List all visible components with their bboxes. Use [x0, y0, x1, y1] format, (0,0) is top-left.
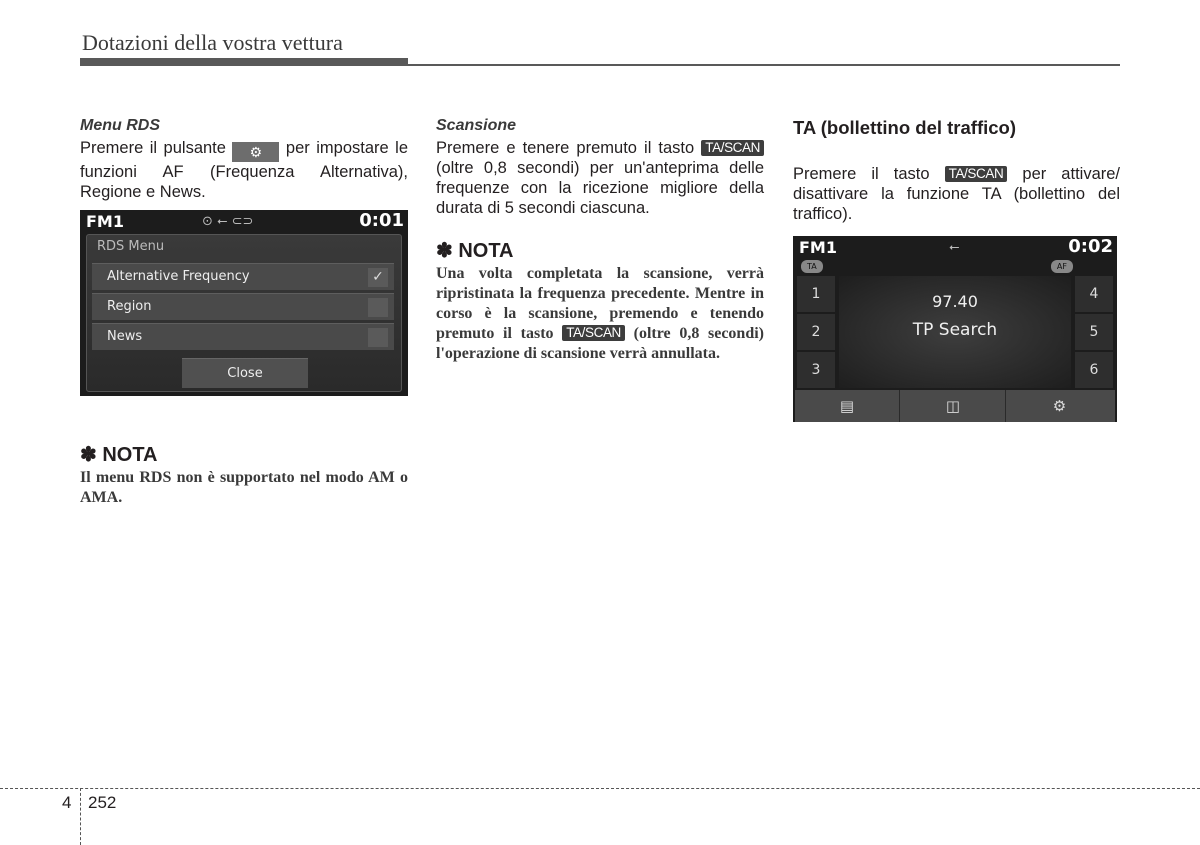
usb-icon: ⭠: [949, 240, 960, 255]
checkbox-icon[interactable]: [368, 298, 388, 317]
scan-paragraph: [436, 138, 764, 218]
nota-text-start: Una volta completata la scansione, verrà ripristinata la frequenza precedente. Mentre in corso è la scansione, premendo e tenendo premuto il tasto: [436, 265, 764, 342]
settings-gear-icon: ⚙: [232, 142, 279, 162]
af-indicator: AF: [1051, 260, 1073, 273]
radio-scan-icon[interactable]: ◫: [901, 390, 1006, 422]
ta-radio-screen: [793, 236, 1117, 422]
heading-ta: TA (bollettino del traffico): [793, 117, 1017, 138]
menu-item-label: Alternative Frequency: [107, 269, 250, 284]
ta-paragraph-start: Premere il tasto: [793, 165, 930, 183]
ta-paragraph-end: per attivare/ disattivare la funzione TA (bollettino del traffico).: [793, 165, 1120, 223]
tp-search-status: TP Search: [912, 320, 998, 340]
chapter-number: 4: [62, 793, 72, 812]
bottom-button-bar: [795, 390, 1115, 422]
ta-indicator: TA: [801, 260, 823, 273]
band-label: FM1: [799, 238, 837, 257]
header-rule-thick: [80, 58, 408, 66]
preset-button-3[interactable]: 3: [797, 352, 835, 388]
menu-item-alternative-frequency[interactable]: [92, 263, 394, 290]
preset-button-5[interactable]: 5: [1075, 314, 1113, 350]
scan-paragraph-end: (oltre 0,8 secondi) per un'anteprima delle frequenze con la ricezione migliore della durata di 5 secondi ciascuna.: [436, 159, 764, 217]
column-ta: [793, 116, 1120, 224]
rds-menu-screen: [80, 210, 408, 396]
frequency-display: [839, 276, 1071, 388]
settings-gear-icon[interactable]: ⚙: [1052, 397, 1067, 415]
ta-scan-key: TA/SCAN: [562, 325, 625, 341]
nota-heading: ✽ NOTA: [80, 444, 158, 466]
rds-menu-panel: [86, 234, 402, 392]
ta-scan-key: TA/SCAN: [945, 166, 1008, 182]
page-number: 252: [88, 793, 117, 812]
header-rule-thin: [408, 64, 1120, 66]
frequency-value: 97.40: [932, 292, 978, 311]
screen-status-bar: [80, 210, 408, 234]
nota-text: [436, 264, 764, 364]
menu-item-news[interactable]: [92, 323, 394, 350]
scan-paragraph-start: Premere e tenere premuto il tasto: [436, 139, 695, 157]
preset-button-6[interactable]: 6: [1075, 352, 1113, 388]
rds-paragraph-end: per impostare le funzioni AF (Frequenza Alternativa), Regione e News.: [80, 139, 408, 201]
rds-paragraph: [80, 138, 408, 202]
nota-heading: ✽ NOTA: [436, 240, 514, 262]
preset-button-2[interactable]: 2: [797, 314, 835, 350]
clock: 0:01: [359, 210, 404, 231]
ta-scan-key: TA/SCAN: [701, 140, 764, 156]
menu-item-label: News: [107, 329, 143, 344]
band-label: FM1: [86, 212, 124, 231]
preset-button-4[interactable]: 4: [1075, 276, 1113, 312]
footer-rule: [0, 788, 1200, 789]
radio-list-icon[interactable]: ▤: [795, 390, 900, 422]
checkbox-icon[interactable]: [368, 328, 388, 347]
ta-paragraph: [793, 164, 1120, 224]
clock: 0:02: [1068, 236, 1113, 257]
screen-status-bar: [793, 236, 1117, 260]
header-title: Dotazioni della vostra vettura: [82, 30, 343, 55]
subhead-menu-rds: Menu RDS: [80, 117, 160, 134]
nota-text: Il menu RDS non è supportato nel modo AM o AMA.: [80, 469, 408, 506]
preset-button-1[interactable]: 1: [797, 276, 835, 312]
rds-paragraph-start: Premere il pulsante: [80, 139, 226, 157]
rds-menu-title: RDS Menu: [97, 239, 165, 254]
checkmark-icon[interactable]: ✓: [368, 268, 388, 287]
subhead-scansione: Scansione: [436, 117, 517, 134]
menu-item-region[interactable]: [92, 293, 394, 320]
close-button[interactable]: Close: [182, 358, 308, 388]
nota-text-end: (oltre 0,8 secondi) l'operazione di scansione verrà annullata.: [436, 325, 764, 362]
menu-item-label: Region: [107, 299, 152, 314]
footer-divider: [80, 788, 81, 845]
status-icons: ⊙ ⭠ ⊂⊃: [202, 214, 254, 229]
column-scansione: [436, 116, 764, 364]
